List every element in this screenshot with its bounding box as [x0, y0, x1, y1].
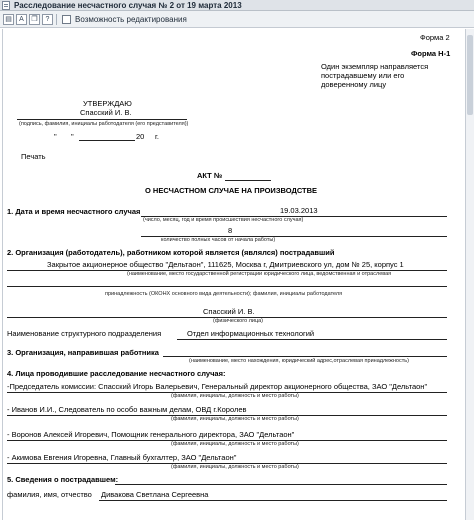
victim-name-label: фамилия, имя, отчество: [7, 490, 92, 499]
organization-caption: (наименование, место государственной регистрации юридического лица, ведомственная и отраслевая: [127, 271, 392, 277]
section4-label: 4. Лица проводившие расследование несчастного случая:: [7, 369, 226, 378]
department-label: Наименование структурного подразделения: [7, 329, 162, 338]
act-number-label: АКТ №: [197, 171, 223, 180]
commission-member[interactable]: - Акимова Евгения Игоревна, Главный бухгалтер, ЗАО "Дельтаон": [7, 453, 237, 462]
approval-title: УТВЕРЖДАЮ: [83, 99, 132, 108]
section1-label: 1. Дата и время несчастного случая: [7, 207, 141, 216]
accident-date[interactable]: 19.03.2013: [280, 206, 318, 215]
victim-name[interactable]: Дивакова Светлана Сергеевна: [101, 490, 209, 499]
approval-quote-open: ": [54, 132, 57, 141]
copy-icon[interactable]: ❐: [29, 14, 40, 25]
approval-year-suffix: г.: [155, 132, 159, 141]
section5-line: [115, 484, 447, 485]
employer-caption: (физического лица): [213, 318, 264, 324]
commission-member[interactable]: - Иванов И.И., Следователь по особо важным делам, ОВД г.Королев: [7, 405, 247, 414]
edit-mode-label[interactable]: Возможность редактирования: [75, 15, 187, 24]
victim-name-line: [99, 500, 447, 501]
edit-mode-checkbox[interactable]: [62, 15, 71, 24]
document-icon: [2, 1, 10, 10]
document-sheet: [2, 29, 464, 520]
copy-note-line2: пострадавшему или его: [321, 71, 405, 80]
section2-affiliation-line: [7, 286, 447, 287]
commission-member[interactable]: - Воронов Алексей Игоревич, Помощник генерального директора, ЗАО "Дельтаон": [7, 430, 295, 439]
print-icon[interactable]: ▤: [3, 14, 14, 25]
commission-member-caption: (фамилия, инициалы, должность и место работы): [171, 416, 299, 422]
approval-year[interactable]: 20: [136, 132, 145, 141]
act-number-line: [225, 180, 271, 181]
approval-month-line: [79, 140, 135, 141]
section1-caption: (число, месяц, год и время происшествия несчастного случая): [143, 217, 304, 223]
copy-note-line1: Один экземпляр направляется: [321, 62, 429, 71]
window-title: Расследование несчастного случая № 2 от 19 марта 2013: [14, 1, 242, 10]
section5-label: 5. Сведения о пострадавшем:: [7, 475, 119, 484]
form-code: Форма Н-1: [411, 49, 451, 58]
commission-member-caption: (фамилия, инициалы, должность и место работы): [171, 464, 299, 470]
commission-member-caption: (фамилия, инициалы, должность и место работы): [171, 441, 299, 447]
commission-member[interactable]: -Председатель комиссии: Спасский Игорь Валерьевич, Генеральный директор акционерного общества, ЗАО "Дельтаон": [7, 382, 428, 391]
window-titlebar: [0, 0, 474, 11]
commission-member-caption: (фамилия, инициалы, должность и место работы): [171, 393, 299, 399]
approval-quote-close: ": [71, 132, 74, 141]
toolbar-separator: [56, 14, 57, 25]
act-title: О НЕСЧАСТНОМ СЛУЧАЕ НА ПРОИЗВОДСТВЕ: [145, 186, 318, 195]
section2-label: 2. Организация (работодатель), работником которой является (являлся) пострадавший: [7, 248, 335, 257]
form-number: Форма 2: [420, 33, 450, 42]
employer-name[interactable]: Спасский И. В.: [203, 307, 255, 316]
department-value[interactable]: Отдел информационных технологий: [187, 329, 315, 338]
help-icon[interactable]: ?: [42, 14, 53, 25]
section3-label: 3. Организация, направившая работника: [7, 348, 159, 357]
affiliation-caption: принадлежность (ОКОНХ основного вида деятельности); фамилия, инициалы работодателя: [105, 291, 343, 297]
text-style-icon[interactable]: A: [16, 14, 27, 25]
section3-line: [163, 356, 447, 357]
stamp-label: Печать: [21, 152, 46, 161]
hours-caption: количество полных часов от начала работы): [161, 237, 276, 243]
approval-caption: (подпись, фамилия, инициалы работодателя (его представителя)): [19, 121, 189, 127]
scrollbar-thumb[interactable]: [467, 35, 473, 115]
organization-value[interactable]: Закрытое акционерное общество "Дельтаон", 111625, Москва г, Дмитриевского ул, дом № 25, корпус 1: [47, 260, 404, 269]
department-line: [177, 339, 447, 340]
section3-caption: (наименование, место нахождения, юридический адрес,отраслевая принадлежность): [189, 358, 409, 364]
approval-name[interactable]: Спасский И. В.: [80, 108, 132, 117]
copy-note-line3: доверенному лицу: [321, 80, 387, 89]
toolbar: [0, 11, 474, 28]
approval-signature-line: [17, 119, 187, 120]
hours-worked[interactable]: 8: [228, 226, 233, 235]
vertical-scrollbar[interactable]: [465, 29, 474, 520]
